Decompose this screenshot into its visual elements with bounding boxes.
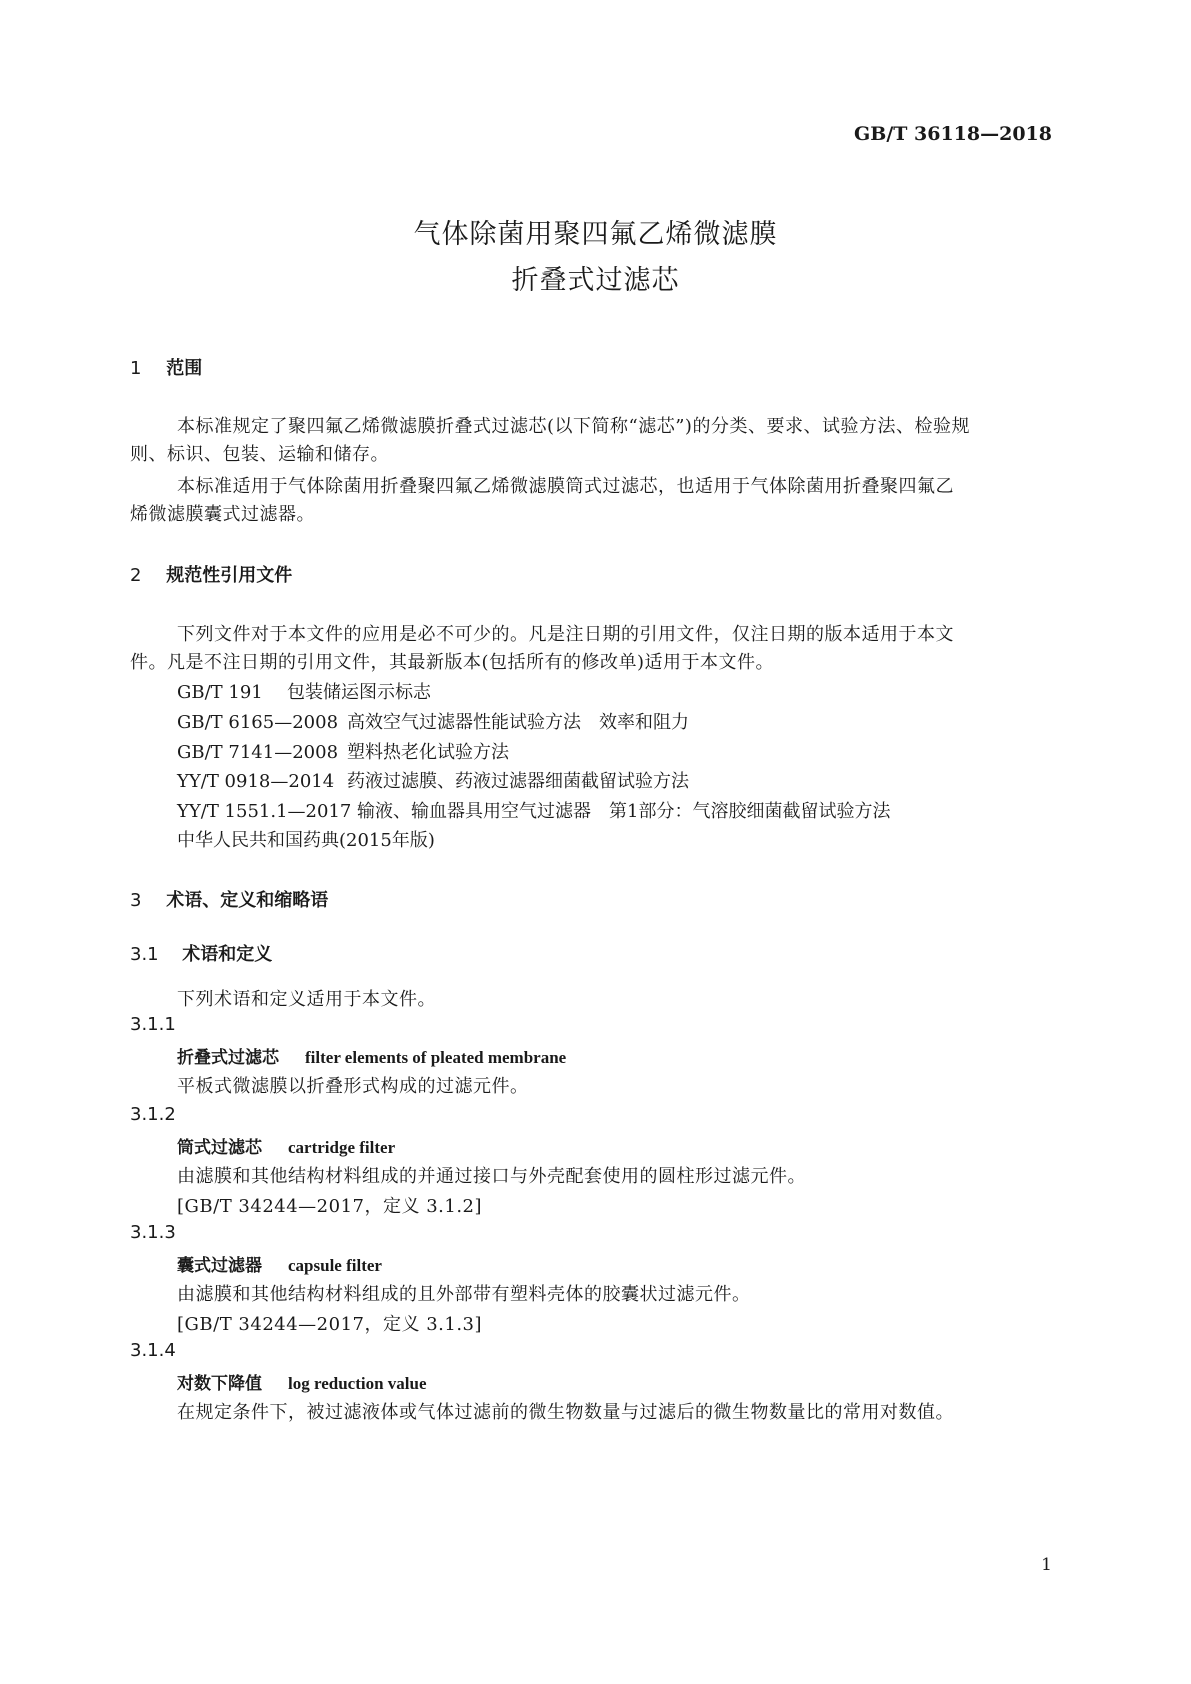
- reference-title: 输液、输血器具用空气过滤器 第1部分：气溶胶细菌截留试验方法: [357, 801, 891, 822]
- reference-title: 塑料热老化试验方法: [347, 742, 509, 763]
- term-source: [GB/T 34244—2017，定义 3.1.3]: [177, 1314, 483, 1335]
- section-title: 规范性引用文件: [166, 565, 293, 586]
- paragraph-line: 则、标识、包装、运输和储存。: [130, 444, 389, 465]
- reference-title: 包装储运图示标志: [287, 682, 431, 703]
- reference-item: [177, 797, 890, 823]
- term-heading: [177, 1251, 382, 1276]
- section-2-heading: [130, 561, 292, 587]
- section-title: 范围: [166, 358, 203, 379]
- subsection-number: 3.1: [130, 944, 159, 965]
- term-zh: 折叠式过滤芯: [177, 1048, 279, 1068]
- section-3-heading: [130, 886, 328, 912]
- section-number: 1: [130, 358, 142, 379]
- term-definition: 由滤膜和其他结构材料组成的且外部带有塑料壳体的胶囊状过滤元件。: [177, 1284, 751, 1305]
- section-number: 2: [130, 565, 142, 586]
- term-heading: [177, 1369, 427, 1394]
- term-number: 3.1.2: [130, 1104, 176, 1125]
- term-definition: 由滤膜和其他结构材料组成的并通过接口与外壳配套使用的圆柱形过滤元件。: [177, 1166, 806, 1187]
- reference-item: [177, 767, 689, 793]
- page-number: 1: [1041, 1555, 1052, 1575]
- term-number: 3.1.1: [130, 1014, 176, 1035]
- section-title: 术语、定义和缩略语: [166, 890, 329, 911]
- document-title-line1: 气体除菌用聚四氟乙烯微滤膜: [413, 219, 778, 250]
- paragraph-line: 本标准规定了聚四氟乙烯微滤膜折叠式过滤芯(以下简称“滤芯”)的分类、要求、试验方法、检验规: [177, 416, 970, 437]
- reference-item: [177, 738, 509, 764]
- reference-title: 药液过滤膜、药液过滤器细菌截留试验方法: [347, 771, 689, 792]
- reference-item: [177, 708, 689, 734]
- section-1-heading: [130, 354, 202, 380]
- subsection-3-1-heading: [130, 940, 272, 966]
- reference-code: GB/T 7141—2008: [177, 742, 339, 763]
- reference-item: [177, 678, 431, 704]
- term-number: 3.1.4: [130, 1340, 176, 1361]
- standard-code: GB/T 36118—2018: [854, 123, 1052, 145]
- document-title-line2: 折叠式过滤芯: [511, 265, 680, 296]
- term-en: filter elements of pleated membrane: [305, 1048, 567, 1067]
- term-en: capsule filter: [288, 1256, 382, 1275]
- term-definition: 在规定条件下，被过滤液体或气体过滤前的微生物数量与过滤后的微生物数量比的常用对数值。: [177, 1402, 954, 1423]
- term-zh: 筒式过滤芯: [177, 1138, 262, 1158]
- reference-code: YY/T 0918—2014: [177, 771, 335, 792]
- paragraph-line: 本标准适用于气体除菌用折叠聚四氟乙烯微滤膜筒式过滤芯，也适用于气体除菌用折叠聚四氟乙: [177, 476, 954, 497]
- paragraph-line: 烯微滤膜囊式过滤器。: [130, 504, 315, 525]
- reference-code: GB/T 191: [177, 682, 263, 703]
- term-en: cartridge filter: [288, 1138, 396, 1157]
- term-definition: 平板式微滤膜以折叠形式构成的过滤元件。: [177, 1076, 529, 1097]
- paragraph-line: 件。凡是不注日期的引用文件，其最新版本(包括所有的修改单)适用于本文件。: [130, 652, 775, 673]
- term-zh: 对数下降值: [177, 1374, 262, 1394]
- term-number: 3.1.3: [130, 1222, 176, 1243]
- term-zh: 囊式过滤器: [177, 1256, 262, 1276]
- reference-title: 高效空气过滤器性能试验方法 效率和阻力: [347, 712, 689, 733]
- paragraph-line: 下列文件对于本文件的应用是必不可少的。凡是注日期的引用文件，仅注日期的版本适用于本文: [177, 624, 954, 645]
- term-source: [GB/T 34244—2017，定义 3.1.2]: [177, 1196, 483, 1217]
- term-heading: [177, 1043, 566, 1068]
- subsection-title: 术语和定义: [182, 944, 273, 965]
- paragraph-line: 下列术语和定义适用于本文件。: [177, 989, 436, 1010]
- term-heading: [177, 1133, 395, 1158]
- reference-code: GB/T 6165—2008: [177, 712, 339, 733]
- reference-title: 中华人民共和国药典(2015年版): [177, 830, 435, 851]
- reference-code: YY/T 1551.1—2017: [177, 801, 352, 822]
- term-en: log reduction value: [288, 1374, 427, 1393]
- reference-item: [177, 826, 435, 852]
- section-number: 3: [130, 890, 142, 911]
